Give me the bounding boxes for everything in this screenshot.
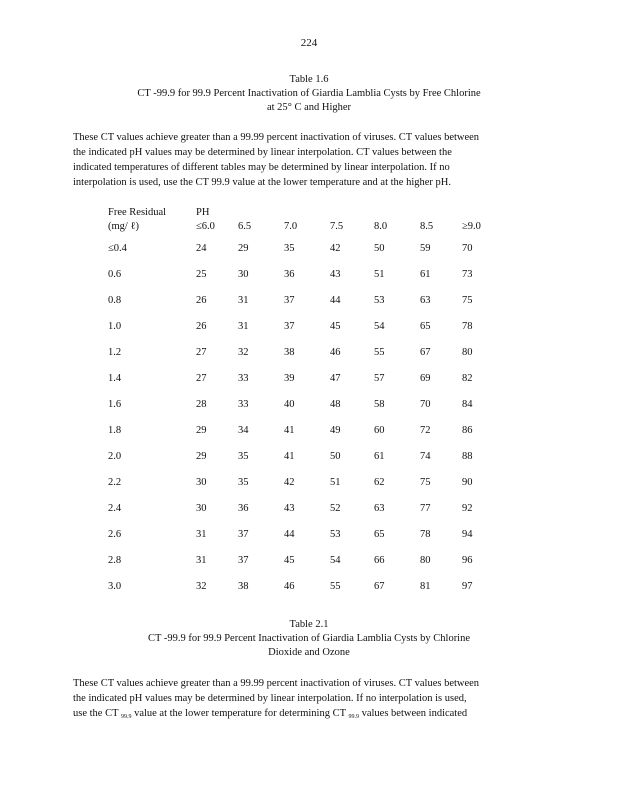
ct-value-cell: 36 xyxy=(238,503,249,514)
ct-value-cell: 29 xyxy=(196,425,207,436)
table2-label: Table 2.1 xyxy=(289,619,329,630)
ct-value-cell: 70 xyxy=(462,243,473,254)
residual-cell: 0.8 xyxy=(108,295,122,306)
ct-value-cell: 42 xyxy=(330,243,341,254)
intro-line: interpolation is used, use the CT 99.9 value at the lower temperature and at the higher pH. xyxy=(73,177,451,188)
intro-text: values between indicated xyxy=(361,708,468,719)
ct-value-cell: 48 xyxy=(330,399,341,410)
ct-value-cell: 37 xyxy=(238,555,249,566)
ph-column-header: 8.0 xyxy=(374,221,388,232)
table-row xyxy=(108,321,502,347)
table-subheader-row xyxy=(108,221,502,243)
ct-value-cell: 55 xyxy=(374,347,385,358)
ct-value-cell: 67 xyxy=(420,347,431,358)
ct-value-cell: 77 xyxy=(420,503,431,514)
ct-value-cell: 33 xyxy=(238,399,249,410)
table-row xyxy=(108,373,502,399)
ct-value-cell: 75 xyxy=(420,477,431,488)
ct-value-cell: 96 xyxy=(462,555,473,566)
residual-cell: 2.4 xyxy=(108,503,122,514)
ct-value-cell: 46 xyxy=(284,581,295,592)
ct-value-cell: 35 xyxy=(284,243,295,254)
ct-value-cell: 30 xyxy=(238,269,249,280)
ct-value-cell: 80 xyxy=(462,347,473,358)
intro-line xyxy=(73,706,533,725)
ct-value-cell: 37 xyxy=(238,529,249,540)
ct-value-cell: 26 xyxy=(196,295,207,306)
ct-value-cell: 73 xyxy=(462,269,473,280)
table2-title-line2: Dioxide and Ozone xyxy=(268,647,350,658)
ct-value-cell: 31 xyxy=(196,529,207,540)
ct-value-cell: 90 xyxy=(462,477,473,488)
ct-value-cell: 28 xyxy=(196,399,207,410)
intro-line: These CT values achieve greater than a 99.99 percent inactivation of viruses. CT values between xyxy=(73,678,480,689)
ct-value-cell: 36 xyxy=(284,269,295,280)
ct-value-cell: 31 xyxy=(196,555,207,566)
ct-value-cell: 78 xyxy=(462,321,473,332)
intro-line: These CT values achieve greater than a 99.99 percent inactivation of viruses. CT values between xyxy=(73,132,480,143)
table-header-row xyxy=(108,207,502,221)
ct-value-cell: 26 xyxy=(196,321,207,332)
ct-value-cell: 44 xyxy=(284,529,295,540)
table-row xyxy=(108,399,502,425)
ct-value-cell: 43 xyxy=(284,503,295,514)
ct-value-cell: 88 xyxy=(462,451,473,462)
ct-value-cell: 47 xyxy=(330,373,341,384)
ct-value-cell: 94 xyxy=(462,529,473,540)
ct-value-cell: 37 xyxy=(284,295,295,306)
ct-value-cell: 34 xyxy=(238,425,249,436)
ct-value-cell: 35 xyxy=(238,451,249,462)
intro-line: indicated temperatures of different tables may be determined by linear interpolation. If no xyxy=(73,162,450,173)
table-row xyxy=(108,295,502,321)
ct-value-cell: 72 xyxy=(420,425,431,436)
ct-value-cell: 54 xyxy=(374,321,385,332)
ct-value-cell: 41 xyxy=(284,451,295,462)
ct-value-cell: 57 xyxy=(374,373,385,384)
table-row xyxy=(108,347,502,373)
ct-value-cell: 86 xyxy=(462,425,473,436)
residual-cell: 1.0 xyxy=(108,321,122,332)
intro-text: value at the lower temperature for determining CT xyxy=(134,708,346,719)
ct-value-cell: 92 xyxy=(462,503,473,514)
table-row xyxy=(108,503,502,529)
ct-value-cell: 60 xyxy=(374,425,385,436)
residual-cell: ≤0.4 xyxy=(108,243,127,254)
ct-value-cell: 51 xyxy=(330,477,341,488)
residual-cell: 0.6 xyxy=(108,269,122,280)
ct-value-cell: 80 xyxy=(420,555,431,566)
ct-value-cell: 53 xyxy=(330,529,341,540)
table-row xyxy=(108,425,502,451)
ct-value-cell: 30 xyxy=(196,477,207,488)
ct-value-cell: 82 xyxy=(462,373,473,384)
table2-intro-paragraph xyxy=(73,676,533,725)
table-row xyxy=(108,243,502,269)
ct-value-cell: 46 xyxy=(330,347,341,358)
ct-value-cell: 51 xyxy=(374,269,385,280)
ct-value-cell: 41 xyxy=(284,425,295,436)
table1-label: Table 1.6 xyxy=(289,74,329,85)
ct-value-cell: 75 xyxy=(462,295,473,306)
table1-title-line2: at 25° C and Higher xyxy=(266,102,352,113)
ct-value-cell: 38 xyxy=(238,581,249,592)
ct-value-cell: 61 xyxy=(420,269,431,280)
ct-value-cell: 32 xyxy=(196,581,207,592)
ct-value-cell: 25 xyxy=(196,269,207,280)
ct-value-cell: 50 xyxy=(330,451,341,462)
ph-column-header: 7.0 xyxy=(284,221,298,232)
ct-value-cell: 24 xyxy=(196,243,207,254)
ph-column-header: 6.5 xyxy=(238,221,252,232)
residual-cell: 1.2 xyxy=(108,347,122,358)
ct-value-cell: 61 xyxy=(374,451,385,462)
ct-value-cell: 40 xyxy=(284,399,295,410)
residual-cell: 1.6 xyxy=(108,399,122,410)
ct-value-cell: 55 xyxy=(330,581,341,592)
ct-value-cell: 63 xyxy=(374,503,385,514)
ct-value-cell: 29 xyxy=(196,451,207,462)
ct-value-cell: 49 xyxy=(330,425,341,436)
table-row xyxy=(108,581,502,607)
ct-value-cell: 45 xyxy=(284,555,295,566)
ct-value-cell: 44 xyxy=(330,295,341,306)
ph-column-header: 8.5 xyxy=(420,221,434,232)
ct-value-cell: 65 xyxy=(420,321,431,332)
ct-value-cell: 38 xyxy=(284,347,295,358)
residual-cell: 1.8 xyxy=(108,425,122,436)
ct-value-cell: 70 xyxy=(420,399,431,410)
ct-value-cell: 29 xyxy=(238,243,249,254)
ct-value-cell: 52 xyxy=(330,503,341,514)
ct-value-cell: 35 xyxy=(238,477,249,488)
residual-cell: 3.0 xyxy=(108,581,122,592)
ct-value-cell: 97 xyxy=(462,581,473,592)
table1-title-line1: CT -99.9 for 99.9 Percent Inactivation of Giardia Lamblia Cysts by Free Chlorine xyxy=(137,88,481,99)
table2-title-line1: CT -99.9 for 99.9 Percent Inactivation of Giardia Lamblia Cysts by Chlorine xyxy=(147,633,471,644)
ct-value-cell: 32 xyxy=(238,347,249,358)
ct-value-cell: 58 xyxy=(374,399,385,410)
ct-value-cell: 33 xyxy=(238,373,249,384)
ct-value-cell: 84 xyxy=(462,399,473,410)
ct-value-cell: 74 xyxy=(420,451,431,462)
ct-value-cell: 54 xyxy=(330,555,341,566)
ct-value-cell: 78 xyxy=(420,529,431,540)
header-free-residual: Free Residual xyxy=(108,207,167,218)
residual-cell: 2.8 xyxy=(108,555,122,566)
ct-value-cell: 66 xyxy=(374,555,385,566)
ct-value-cell: 81 xyxy=(420,581,431,592)
ct-value-cell: 62 xyxy=(374,477,385,488)
table-row xyxy=(108,555,502,581)
subscript: 99.9 xyxy=(348,714,359,720)
table-row xyxy=(108,477,502,503)
ph-column-header: 7.5 xyxy=(330,221,344,232)
header-ph: PH xyxy=(196,207,210,218)
residual-cell: 1.4 xyxy=(108,373,122,384)
table-row xyxy=(108,451,502,477)
ph-column-header: ≥9.0 xyxy=(462,221,481,232)
table1-intro-paragraph xyxy=(73,130,533,190)
ph-column-header: ≤6.0 xyxy=(196,221,215,232)
ct-value-cell: 53 xyxy=(374,295,385,306)
intro-line: the indicated pH values may be determined by linear interpolation. CT values between the xyxy=(73,147,452,158)
ct-value-cell: 31 xyxy=(238,295,249,306)
ct-value-cell: 50 xyxy=(374,243,385,254)
ct-value-cell: 30 xyxy=(196,503,207,514)
ct-value-cell: 67 xyxy=(374,581,385,592)
ct-value-cell: 43 xyxy=(330,269,341,280)
ct-value-cell: 69 xyxy=(420,373,431,384)
subscript: 99.9 xyxy=(120,714,132,720)
page-number: 224 xyxy=(300,37,318,49)
ct-value-cell: 65 xyxy=(374,529,385,540)
ct-value-cell: 63 xyxy=(420,295,431,306)
table-row xyxy=(108,269,502,295)
residual-cell: 2.0 xyxy=(108,451,122,462)
residual-cell: 2.6 xyxy=(108,529,122,540)
ct-value-cell: 27 xyxy=(196,373,207,384)
table-row xyxy=(108,529,502,555)
header-unit: (mg/ ℓ) xyxy=(108,221,139,232)
residual-cell: 2.2 xyxy=(108,477,122,488)
ct-value-cell: 59 xyxy=(420,243,431,254)
intro-text: use the CT xyxy=(73,708,119,719)
ct-value-cell: 45 xyxy=(330,321,341,332)
ct-value-cell: 39 xyxy=(284,373,295,384)
ct-value-cell: 31 xyxy=(238,321,249,332)
intro-line: the indicated pH values may be determined by linear interpolation. If no interpolation is used, xyxy=(73,693,467,704)
ct-value-cell: 42 xyxy=(284,477,295,488)
ct-table xyxy=(108,207,502,607)
ct-value-cell: 27 xyxy=(196,347,207,358)
ct-value-cell: 37 xyxy=(284,321,295,332)
